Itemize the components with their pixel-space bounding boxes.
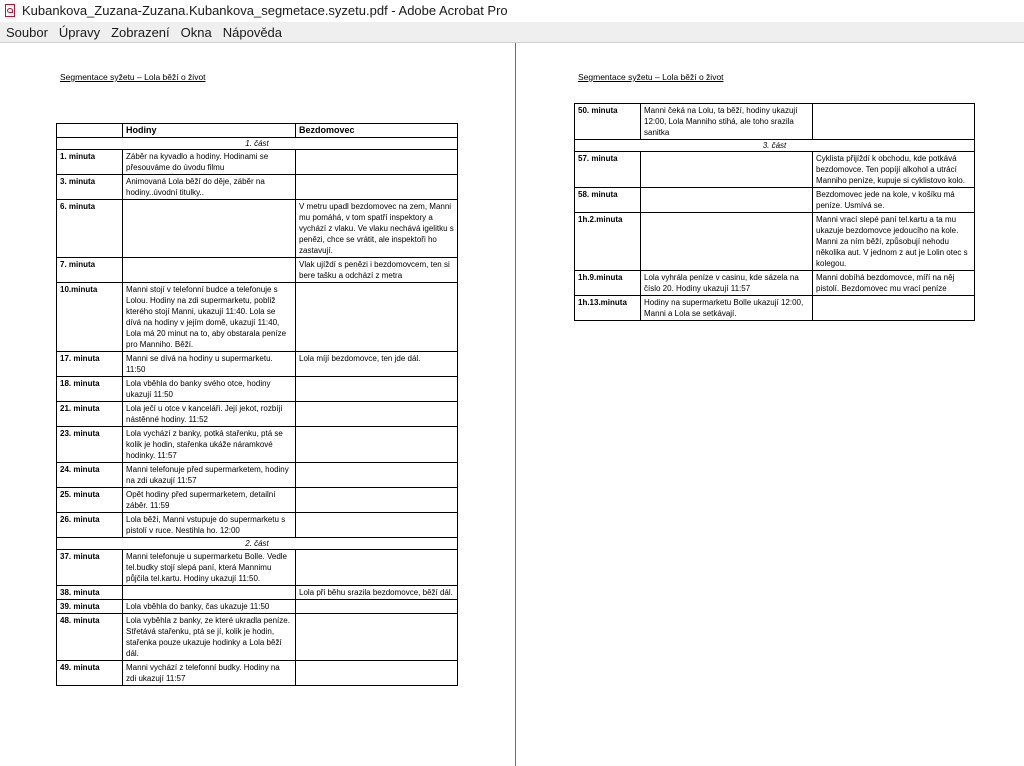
section-row xyxy=(57,538,458,550)
minute-cell: 37. minuta xyxy=(57,550,123,586)
minute-cell: 39. minuta xyxy=(57,600,123,614)
hodiny-cell: Manni telefonuje u supermarketu Bolle. Vedle tel.budky stojí slepá paní, která Mannimu půjčila tel.kartu. Hodiny ukazují 11:50. xyxy=(123,550,296,586)
bezdomovec-cell xyxy=(296,463,458,488)
bezdomovec-cell: Cyklista přijíždí k obchodu, kde potkává bezdomovce. Ten popíjí alkohol a utrácí Manniho peníze, kupuje si cyklistovo kolo. xyxy=(813,152,975,188)
minute-cell: 18. minuta xyxy=(57,377,123,402)
table-row xyxy=(57,352,458,377)
minute-cell: 1h.13.minuta xyxy=(575,296,641,321)
bezdomovec-cell xyxy=(813,296,975,321)
menu-napoveda[interactable]: Nápověda xyxy=(222,24,283,40)
hodiny-cell xyxy=(123,258,296,283)
hodiny-cell xyxy=(641,188,813,213)
minute-cell: 24. minuta xyxy=(57,463,123,488)
menu-soubor[interactable]: Soubor xyxy=(6,24,48,40)
page1-heading: Segmentace syžetu – Lola běží o život xyxy=(60,72,206,82)
bezdomovec-cell xyxy=(296,513,458,538)
bezdomovec-cell xyxy=(296,377,458,402)
table-row xyxy=(575,271,975,296)
table-row xyxy=(57,150,458,175)
hodiny-cell: Opět hodiny před supermarketem, detailní záběr. 11:59 xyxy=(123,488,296,513)
segmentation-table-page1 xyxy=(56,123,458,686)
table-row xyxy=(575,152,975,188)
table-row xyxy=(57,377,458,402)
table-row xyxy=(57,200,458,258)
minute-cell: 1. minuta xyxy=(57,150,123,175)
bezdomovec-cell: Bezdomovec jede na kole, v košíku má peníze. Usmívá se. xyxy=(813,188,975,213)
section-label: 3. část xyxy=(575,140,975,152)
hodiny-cell: Animovaná Lola běží do děje, záběr na hodiny..úvodní titulky.. xyxy=(123,175,296,200)
table-row xyxy=(57,463,458,488)
hodiny-cell: Lola ječí u otce v kanceláři. Její jekot, rozbíjí nástěnné hodiny. 11:52 xyxy=(123,402,296,427)
hodiny-cell xyxy=(123,586,296,600)
hodiny-cell: Lola vyhrála peníze v casinu, kde sázela na číslo 20. Hodiny ukazují 11:57 xyxy=(641,271,813,296)
section-row xyxy=(57,138,458,150)
minute-cell: 1h.2.minuta xyxy=(575,213,641,271)
bezdomovec-cell xyxy=(296,488,458,513)
bezdomovec-cell xyxy=(296,283,458,352)
minute-cell: 57. minuta xyxy=(575,152,641,188)
minute-cell: 50. minuta xyxy=(575,104,641,140)
bezdomovec-cell xyxy=(296,402,458,427)
hodiny-cell xyxy=(641,213,813,271)
bezdomovec-cell: Manni dobíhá bezdomovce, míří na něj pistolí. Bezdomovec mu vrací peníze xyxy=(813,271,975,296)
table-row xyxy=(57,427,458,463)
table-row xyxy=(57,614,458,661)
section-label: 2. část xyxy=(57,538,458,550)
window-title: Kubankova_Zuzana-Zuzana.Kubankova_segmetace.syzetu.pdf - Adobe Acrobat Pro xyxy=(22,3,508,18)
minute-cell: 49. minuta xyxy=(57,661,123,686)
table-row xyxy=(57,258,458,283)
menu-upravy[interactable]: Úpravy xyxy=(58,24,101,40)
page-divider xyxy=(515,43,516,766)
menu-okna[interactable]: Okna xyxy=(180,24,212,40)
bezdomovec-cell xyxy=(296,614,458,661)
hodiny-cell: Lola vběhla do banky, čas ukazuje 11:50 xyxy=(123,600,296,614)
bezdomovec-cell: Vlak ujíždí s penězi i bezdomovcem, ten si bere tašku a odchází z metra xyxy=(296,258,458,283)
minute-cell: 26. minuta xyxy=(57,513,123,538)
table-header-row xyxy=(57,124,458,138)
hodiny-cell: Manni se dívá na hodiny u supermarketu. 11:50 xyxy=(123,352,296,377)
pdf-file-icon xyxy=(5,4,16,17)
bezdomovec-cell xyxy=(296,550,458,586)
segmentation-table-page2 xyxy=(574,103,975,321)
bezdomovec-cell: V metru upadl bezdomovec na zem, Manni mu pomáhá, v tom spatří inspektory a vychází z vlaku. Ve vlaku nechává igelitku s penězi, chce se vrátit, ale inspektoři ho zastavují. xyxy=(296,200,458,258)
bezdomovec-cell xyxy=(296,427,458,463)
hodiny-cell xyxy=(641,152,813,188)
hodiny-cell: Lola vběhla do banky svého otce, hodiny ukazují 11:50 xyxy=(123,377,296,402)
minute-cell: 38. minuta xyxy=(57,586,123,600)
hodiny-cell: Manni telefonuje před supermarketem, hodiny na zdi ukazují 11:57 xyxy=(123,463,296,488)
table-row xyxy=(57,586,458,600)
bezdomovec-cell xyxy=(296,600,458,614)
minute-cell: 7. minuta xyxy=(57,258,123,283)
bezdomovec-cell: Manni vrací slepé paní tel.kartu a ta mu ukazuje bezdomovce jedoucího na kole. Manni za ním běží, způsobují nehodu několika aut. V jednom z aut je Lolin otec s kolegou. xyxy=(813,213,975,271)
minute-cell: 48. minuta xyxy=(57,614,123,661)
minute-cell: 58. minuta xyxy=(575,188,641,213)
table-row xyxy=(57,600,458,614)
hodiny-cell xyxy=(123,200,296,258)
hodiny-cell: Hodiny na supermarketu Bolle ukazují 12:00, Manni a Lola se setkávají. xyxy=(641,296,813,321)
bezdomovec-cell: Lola při běhu srazila bezdomovce, běží dál. xyxy=(296,586,458,600)
minute-cell: 3. minuta xyxy=(57,175,123,200)
menu-bar xyxy=(0,22,1024,43)
window-titlebar xyxy=(0,0,1024,21)
minute-cell: 6. minuta xyxy=(57,200,123,258)
bezdomovec-cell xyxy=(296,661,458,686)
minute-cell: 25. minuta xyxy=(57,488,123,513)
hodiny-cell: Lola vyběhla z banky, ze které ukradla peníze. Střetává stařenku, ptá se jí, kolik je hodin, stařenka pouze ukazuje hodinky a Lola běží dál. xyxy=(123,614,296,661)
header-bezdomovec: Bezdomovec xyxy=(296,124,458,138)
header-minute xyxy=(57,124,123,138)
bezdomovec-cell xyxy=(813,104,975,140)
table-row xyxy=(57,661,458,686)
hodiny-cell: Manni vychází z telefonní budky. Hodiny na zdi ukazují 11:57 xyxy=(123,661,296,686)
table-row xyxy=(575,188,975,213)
bezdomovec-cell: Lola míjí bezdomovce, ten jde dál. xyxy=(296,352,458,377)
section-row xyxy=(575,140,975,152)
bezdomovec-cell xyxy=(296,175,458,200)
table-row xyxy=(57,175,458,200)
minute-cell: 1h.9.minuta xyxy=(575,271,641,296)
table-row xyxy=(575,104,975,140)
bezdomovec-cell xyxy=(296,150,458,175)
minute-cell: 17. minuta xyxy=(57,352,123,377)
table-row xyxy=(57,488,458,513)
hodiny-cell: Záběr na kyvadlo a hodiny. Hodinami se přesouváme do úvodu filmu xyxy=(123,150,296,175)
table-row xyxy=(575,296,975,321)
hodiny-cell: Lola běží, Manni vstupuje do supermarketu s pistolí v ruce. Nestihla ho. 12:00 xyxy=(123,513,296,538)
document-viewer[interactable] xyxy=(0,43,1024,766)
menu-zobrazeni[interactable]: Zobrazení xyxy=(111,24,170,40)
page2-heading: Segmentace syžetu – Lola běží o život xyxy=(578,72,724,82)
minute-cell: 21. minuta xyxy=(57,402,123,427)
minute-cell: 10.minuta xyxy=(57,283,123,352)
table-row xyxy=(57,513,458,538)
section-label: 1. část xyxy=(57,138,458,150)
hodiny-cell: Manni stojí v telefonní budce a telefonuje s Lolou. Hodiny na zdi supermarketu, poblíž kterého stojí Manni, ukazují 11:40. Lola se dívá na hodiny v jejím domě, ukazují 11:40, Lola má 20 minut na to, aby obstarala peníze pro Manniho. Běží. xyxy=(123,283,296,352)
minute-cell: 23. minuta xyxy=(57,427,123,463)
table-row xyxy=(57,283,458,352)
table-row xyxy=(57,550,458,586)
table-row xyxy=(575,213,975,271)
table-row xyxy=(57,402,458,427)
hodiny-cell: Lola vychází z banky, potká stařenku, ptá se kolik je hodin, stařenka ukáže náramkové hodinky. 11:57 xyxy=(123,427,296,463)
header-hodiny: Hodiny xyxy=(123,124,296,138)
hodiny-cell: Manni čeká na Lolu, ta běží, hodiny ukazují 12:00, Lola Manniho stihá, ale toho srazila sanitka xyxy=(641,104,813,140)
